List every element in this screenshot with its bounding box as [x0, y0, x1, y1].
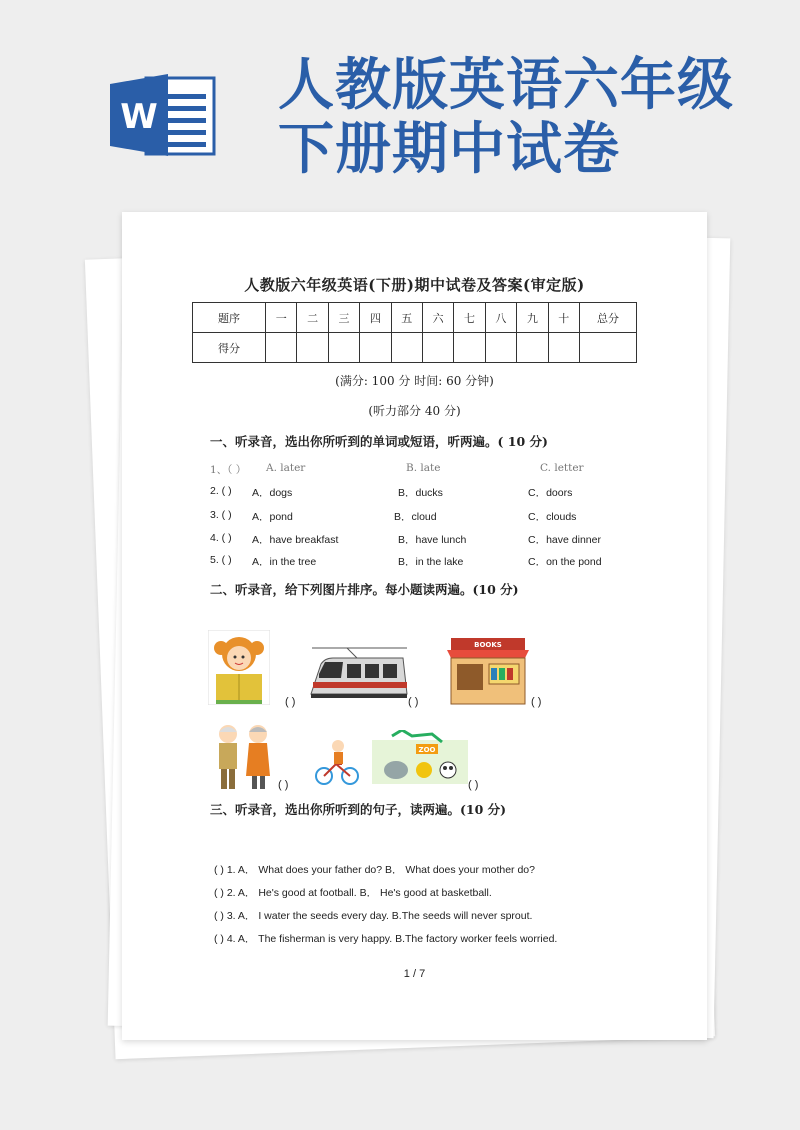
score-cell[interactable] [266, 333, 297, 363]
banner-title-line2: 下册期中试卷 [278, 117, 620, 182]
option-b: B. late [406, 462, 441, 474]
section1-item [210, 532, 630, 552]
bookstore-picture [445, 638, 531, 706]
section1-item [210, 509, 630, 529]
option-c: C. letter [540, 462, 584, 474]
option-b: B．in the lake [398, 556, 464, 568]
section3-item: ( ) 2. A． He's good at football. B． He's good at basketball. [214, 887, 492, 899]
option-a: A．have breakfast [252, 534, 339, 546]
answer-blank[interactable]: ( ) [468, 779, 479, 791]
page-number: 1 / 7 [403, 968, 426, 980]
banner-title [278, 54, 778, 182]
answer-blank[interactable]: ( ) [285, 696, 296, 708]
banner-title-line1: 人教版英语六年级 [278, 53, 734, 118]
score-cell[interactable] [580, 333, 637, 363]
answer-blank[interactable]: ( ) [278, 779, 289, 791]
score-cell[interactable] [328, 333, 359, 363]
option-c: C．doors [528, 487, 573, 499]
grandparents-picture [210, 720, 278, 792]
section1-item [210, 554, 630, 574]
word-icon-letter: W [120, 97, 158, 137]
score-header-cell: 三 [328, 303, 359, 333]
score-cell[interactable] [297, 333, 328, 363]
score-header-cell: 五 [391, 303, 422, 333]
score-header-cell: 二 [297, 303, 328, 333]
section3-item: ( ) 1. A． What does your father do? B． What does your mother do? [214, 864, 535, 876]
option-c: C．have dinner [528, 534, 601, 546]
section3-item: ( ) 4. A． The fisherman is very happy. B.The factory worker feels worried. [214, 933, 558, 945]
exam-duration-info: (满分: 100 分 时间: 60 分钟) [335, 374, 494, 388]
score-header-cell: 一 [266, 303, 297, 333]
option-c: C．on the pond [528, 556, 602, 568]
option-a: A．in the tree [252, 556, 317, 568]
option-b: B．cloud [394, 511, 437, 523]
option-c: C．clouds [528, 511, 577, 523]
listening-part-label: (听力部分 40 分) [368, 404, 461, 418]
document-title: 人教版六年级英语(下册)期中试卷及答案(审定版) [244, 276, 585, 294]
item-number: 1、（ ） [210, 464, 247, 476]
tram-picture [307, 644, 411, 704]
score-header-cell: 十 [548, 303, 579, 333]
document-page [122, 212, 707, 1040]
bookstore-sign: BOOKS [474, 641, 502, 649]
score-cell[interactable] [454, 333, 485, 363]
score-cell[interactable] [485, 333, 516, 363]
option-a: A．pond [252, 511, 293, 523]
section2-heading: 二、听录音，给下列图片排序。每小题读两遍。(10 分) [210, 582, 519, 597]
zoo-sign: ZOO [418, 746, 436, 754]
section1-item [210, 462, 630, 482]
option-a: A. later [266, 462, 306, 474]
score-header-cell: 题序 [193, 303, 266, 333]
score-header-cell: 六 [422, 303, 453, 333]
score-table-header-row [193, 303, 637, 333]
section3-item: ( ) 3. A． I water the seeds every day. B.The seeds will never sprout. [214, 910, 533, 922]
score-cell[interactable] [391, 333, 422, 363]
item-number: 5. ( ) [210, 554, 232, 566]
option-b: B．have lunch [398, 534, 467, 546]
section1-item [210, 485, 630, 505]
option-b: B．ducks [398, 487, 443, 499]
score-header-cell: 总分 [580, 303, 637, 333]
score-table [192, 302, 637, 363]
word-doc-icon [110, 72, 216, 158]
score-header-cell: 九 [517, 303, 548, 333]
option-a: A．dogs [252, 487, 293, 499]
score-header-cell: 四 [360, 303, 391, 333]
section1-heading: 一、听录音，选出你所听到的单词或短语，听两遍。( 10 分) [210, 434, 548, 449]
item-number: 4. ( ) [210, 532, 232, 544]
item-number: 3. ( ) [210, 509, 232, 521]
score-table-score-row [193, 333, 637, 363]
girl-reading-picture [208, 630, 270, 705]
score-header-cell: 八 [485, 303, 516, 333]
score-cell[interactable] [517, 333, 548, 363]
answer-blank[interactable]: ( ) [408, 696, 419, 708]
score-header-cell: 七 [454, 303, 485, 333]
item-number: 2. ( ) [210, 485, 232, 497]
score-row-label: 得分 [193, 333, 266, 363]
cycling-to-zoo-picture [312, 730, 468, 788]
answer-blank[interactable]: ( ) [531, 696, 542, 708]
score-cell[interactable] [360, 333, 391, 363]
section3-heading: 三、听录音，选出你所听到的句子，读两遍。(10 分) [210, 802, 507, 817]
score-cell[interactable] [422, 333, 453, 363]
score-cell[interactable] [548, 333, 579, 363]
